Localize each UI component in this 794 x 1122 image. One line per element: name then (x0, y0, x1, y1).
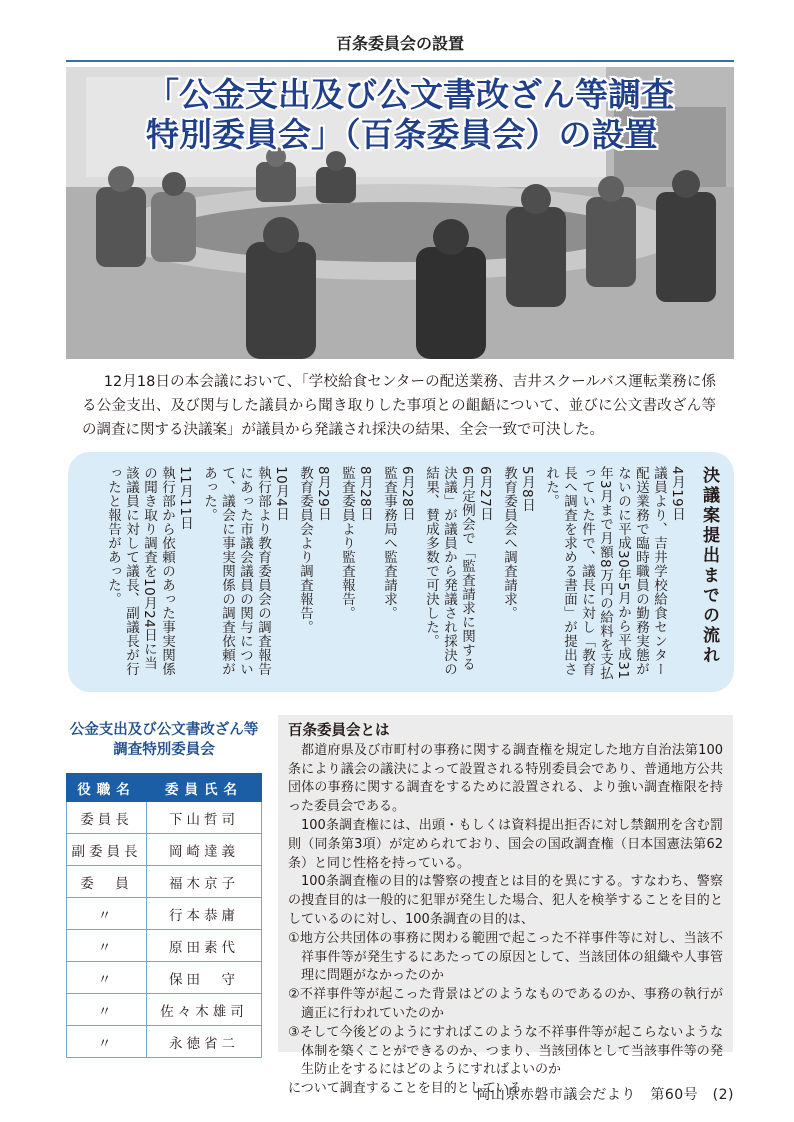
header-bar (66, 29, 734, 62)
member-role: 副委員長 (67, 834, 147, 866)
about-title: 百条委員会とは (288, 723, 390, 739)
committee-roster-title (60, 720, 268, 760)
timeline-text: 6月定例会で「監査請求に関する決議」が議員から発議され採決の結果、賛成多数で可決した。 (423, 466, 475, 676)
about-paragraph: 100条調査権には、出頭・もしくは資料提出拒否に対し禁錮刑を含む罰則（同条第3項）が定められており、国会の国政調査権（日本国憲法第62条）と同じ性格を持っている。 (288, 817, 723, 871)
article-headline (146, 75, 674, 155)
table-row (67, 866, 262, 898)
timeline-entry (422, 466, 494, 681)
timeline-text: 議員より、吉井学校給食センター配送業務で臨時職員の勤務実態がないのに平成30年5月から平成31年3月まで月額8万円の給料を支払っていた件で、議長に対し「教育長へ調査を求める書面」が提出された。 (543, 466, 667, 681)
headline-line-1: 「公金支出及び公文書改ざん等調査 (146, 75, 674, 114)
table-row (67, 802, 262, 834)
timeline-entry (338, 466, 374, 681)
member-role: 〃 (67, 898, 147, 930)
timeline-text: 教育委員会より調査報告。 (297, 466, 313, 634)
about-paragraph: 都道府県及び市町村の事務に関する調査権を規定した地方自治法第100条により議会の議決によって設置される特別委員会であり、普通地方公共団体の事務に関する調査をするために設置される、より強い調査権限を持った委員会である。 (288, 742, 723, 815)
about-closing: について調査することを目的としている。 (288, 1081, 535, 1097)
member-name: 岡崎達義 (147, 834, 262, 866)
timeline-entry (542, 466, 686, 681)
member-role: 〃 (67, 994, 147, 1026)
member-role: 委員長 (67, 802, 147, 834)
timeline-text: 教育委員会へ調査請求。 (501, 466, 517, 620)
page-section-title: 百条委員会の設置 (335, 34, 464, 53)
timeline-date: 6月27日 (477, 466, 493, 522)
roster-title-line-2: 調査特別委員会 (113, 742, 215, 758)
timeline-date: 4月19日 (669, 466, 685, 522)
timeline-text: 監査委員より監査報告。 (339, 466, 355, 620)
member-role: 委 員 (67, 866, 147, 898)
timeline-date: 8月29日 (315, 466, 331, 522)
timeline-entry (200, 466, 290, 681)
intro-text: 12月18日の本会議において、「学校給食センターの配送業務、吉井スクールバス運転業務に係る公金支出、及び関与した議員から聞き取りした事項との齟齬について、並びに公文書改ざん等の調査に関する決議案」が議員から発議され採決の結果、全会一致で可決した。 (82, 374, 716, 438)
about-list-item: ②不祥事件等が起こった背景はどのようなものであるのか、事務の執行が適正に行われていたのか (288, 987, 723, 1021)
intro-paragraph (82, 370, 716, 442)
member-role: 〃 (67, 1026, 147, 1058)
timeline-vertical-text (88, 466, 718, 681)
name-column-header: 委員氏名 (147, 774, 262, 802)
timeline-text: 執行部より教育委員会の調査報告にあった市議会議員の関与について、議会に事実関係の調査依頼があった。 (201, 466, 271, 676)
timeline-entry (296, 466, 332, 681)
table-row (67, 834, 262, 866)
about-paragraph: 100条調査権の目的は警察の捜査とは目的を異にする。すなわち、警察の捜査目的は一般的に犯罪が発生した場合、犯人を検挙することを目的としているのに対し、100条調査の目的は、 (288, 874, 723, 927)
table-row (67, 994, 262, 1026)
role-column-header: 役職名 (67, 774, 147, 802)
footer-publication-info: 岡山県赤磐市議会だより 第60号 (2) (476, 1087, 734, 1103)
member-role: 〃 (67, 962, 147, 994)
member-name: 原田素代 (147, 930, 262, 962)
member-name: 下山哲司 (147, 802, 262, 834)
timeline-heading: 決議案提出までの流れ (699, 466, 719, 666)
timeline-entry (500, 466, 536, 681)
committee-member-table (66, 773, 262, 1058)
member-name: 永徳省二 (147, 1026, 262, 1058)
member-name: 保田 守 (147, 962, 262, 994)
timeline-text: 監査事務局へ監査請求。 (381, 466, 397, 620)
table-row (67, 930, 262, 962)
roster-title-line-1: 公金支出及び公文書改ざん等 (69, 722, 259, 738)
table-header-row (67, 774, 262, 802)
timeline-date: 11月11日 (177, 466, 193, 531)
about-list-item: ③そして今後どのようにすればこのような不祥事件等が起こらないような体制を築くことができるのか、つまり、当該団体として当該事件等の発生防止をするにはどのようにすればよいのか (288, 1024, 723, 1078)
timeline-date: 6月28日 (399, 466, 415, 522)
table-row (67, 898, 262, 930)
member-role: 〃 (67, 930, 147, 962)
headline-line-2: 特別委員会」（百条委員会）の設置 (146, 115, 658, 154)
timeline-date: 5月8日 (519, 466, 535, 513)
resolution-timeline-box (68, 452, 734, 692)
member-name: 行本恭庸 (147, 898, 262, 930)
about-list-item: ①地方公共団体の事務に関わる範囲で起こった不祥事件等に対し、当該不祥事件等が発生するにあたっての原因として、当該団体の組織や人事管理に問題がなかったのか (288, 930, 723, 984)
member-name: 佐々木雄司 (147, 994, 262, 1026)
member-name: 福木京子 (147, 866, 262, 898)
meeting-photo (66, 67, 734, 359)
table-row (67, 1026, 262, 1058)
timeline-text: 執行部から依頼のあった事実関係の聞き取り調査を10月24日に当該議員に対して議長、副議長が行ったと報告があった。 (105, 466, 175, 676)
timeline-date: 10月4日 (273, 466, 289, 522)
table-row (67, 962, 262, 994)
timeline-entry (380, 466, 416, 681)
timeline-date: 8月28日 (357, 466, 373, 522)
timeline-entry (104, 466, 194, 681)
